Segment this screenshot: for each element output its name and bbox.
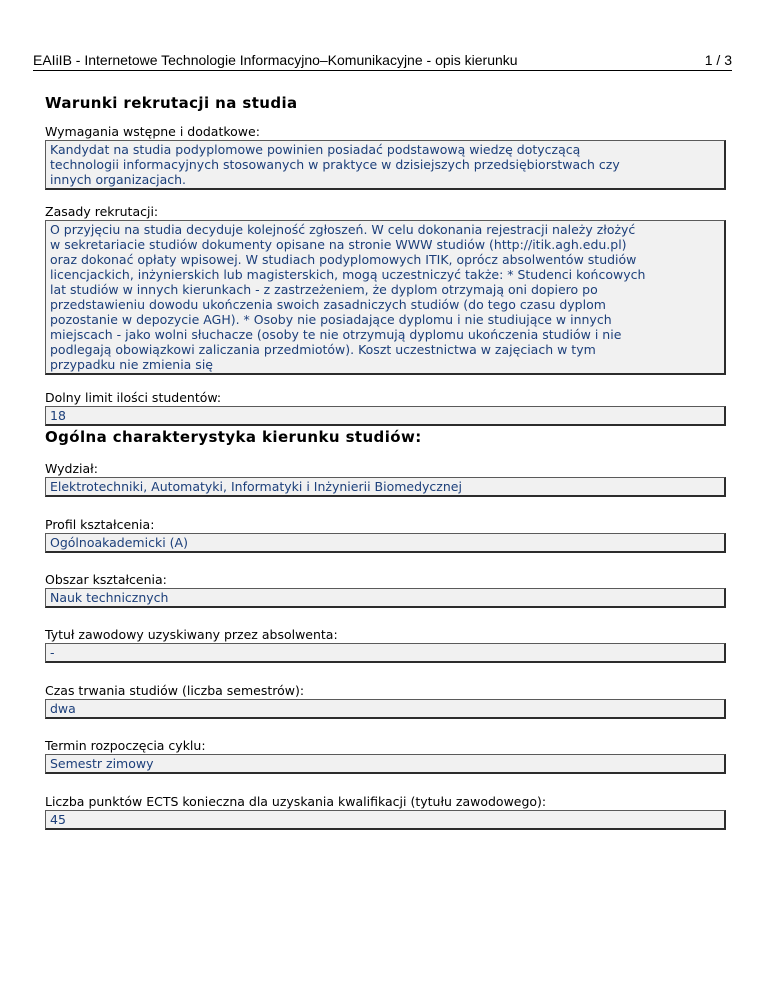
rules-line: przypadku nie zmienia się (50, 357, 213, 372)
rules-line: podlegają obowiązkowi zaliczania przedmiotów). Koszt uczestnictwa w zajęciach w tym (50, 342, 596, 357)
document-title: EAIiIB - Internetowe Technologie Informacyjno–Komunikacyjne - opis kierunku (33, 52, 518, 68)
page-number: 1 / 3 (704, 52, 732, 68)
rules-line: oraz dokonać opłaty wpisowej. W studiach podyplomowych ITIK, oprócz absolwentów studiów (50, 252, 637, 267)
ects-label: Liczba punktów ECTS konieczna dla uzyskania kwalifikacji (tytułu zawodowego): (45, 794, 547, 809)
faculty-field: Elektrotechniki, Automatyki, Informatyki i Inżynierii Biomedycznej (45, 477, 726, 497)
rules-line: przedstawieniu dowodu ukończenia swoich zasadniczych studiów (do tego czasu dyplom (50, 297, 606, 312)
section-heading-general: Ogólna charakterystyka kierunku studiów: (45, 428, 422, 446)
ects-field: 45 (45, 810, 726, 830)
rules-line: lat studiów w innych kierunkach - z zastrzeżeniem, że dyplom otrzymają oni dopiero po (50, 282, 598, 297)
rules-line: miejscach - jako wolni słuchacze (osoby te nie otrzymują dyplomu ukończenia studiów i nie (50, 327, 622, 342)
rules-line: O przyjęciu na studia decyduje kolejność zgłoszeń. W celu dokonania rejestracji należy złożyć (50, 222, 636, 237)
min-students-label: Dolny limit ilości studentów: (45, 390, 222, 405)
requirements-line: Kandydat na studia podyplomowe powinien posiadać podstawową wiedzę dotyczącą (50, 142, 581, 157)
rules-field (45, 220, 726, 375)
section-heading-recruitment: Warunki rekrutacji na studia (45, 94, 298, 112)
min-students-field: 18 (45, 406, 726, 426)
duration-field: dwa (45, 699, 726, 719)
requirements-label: Wymagania wstępne i dodatkowe: (45, 124, 260, 139)
cycle-start-field: Semestr zimowy (45, 754, 726, 774)
requirements-line: innych organizacjach. (50, 172, 187, 187)
faculty-label: Wydział: (45, 461, 98, 476)
area-label: Obszar kształcenia: (45, 572, 167, 587)
page-header (33, 50, 732, 71)
rules-line: w sekretariacie studiów dokumenty opisane na stronie WWW studiów (http://itik.agh.edu.pl) (50, 237, 627, 252)
requirements-line: technologii informacyjnych stosowanych w praktyce w dzisiejszych przedsiębiorstwach czy (50, 157, 620, 172)
profile-label: Profil kształcenia: (45, 517, 155, 532)
degree-title-label: Tytuł zawodowy uzyskiwany przez absolwenta: (45, 627, 338, 642)
profile-field: Ogólnoakademicki (A) (45, 533, 726, 553)
rules-line: pozostanie w depozycie AGH). * Osoby nie posiadające dyplomu i nie studiujące w innych (50, 312, 612, 327)
area-field: Nauk technicznych (45, 588, 726, 608)
rules-label: Zasady rekrutacji: (45, 204, 159, 219)
degree-title-field: - (45, 643, 726, 663)
cycle-start-label: Termin rozpoczęcia cyklu: (45, 738, 206, 753)
rules-line: licencjackich, inżynierskich lub magisterskich, mogą uczestniczyć także: * Studenci końcowych (50, 267, 646, 282)
duration-label: Czas trwania studiów (liczba semestrów): (45, 683, 305, 698)
requirements-field (45, 140, 726, 190)
